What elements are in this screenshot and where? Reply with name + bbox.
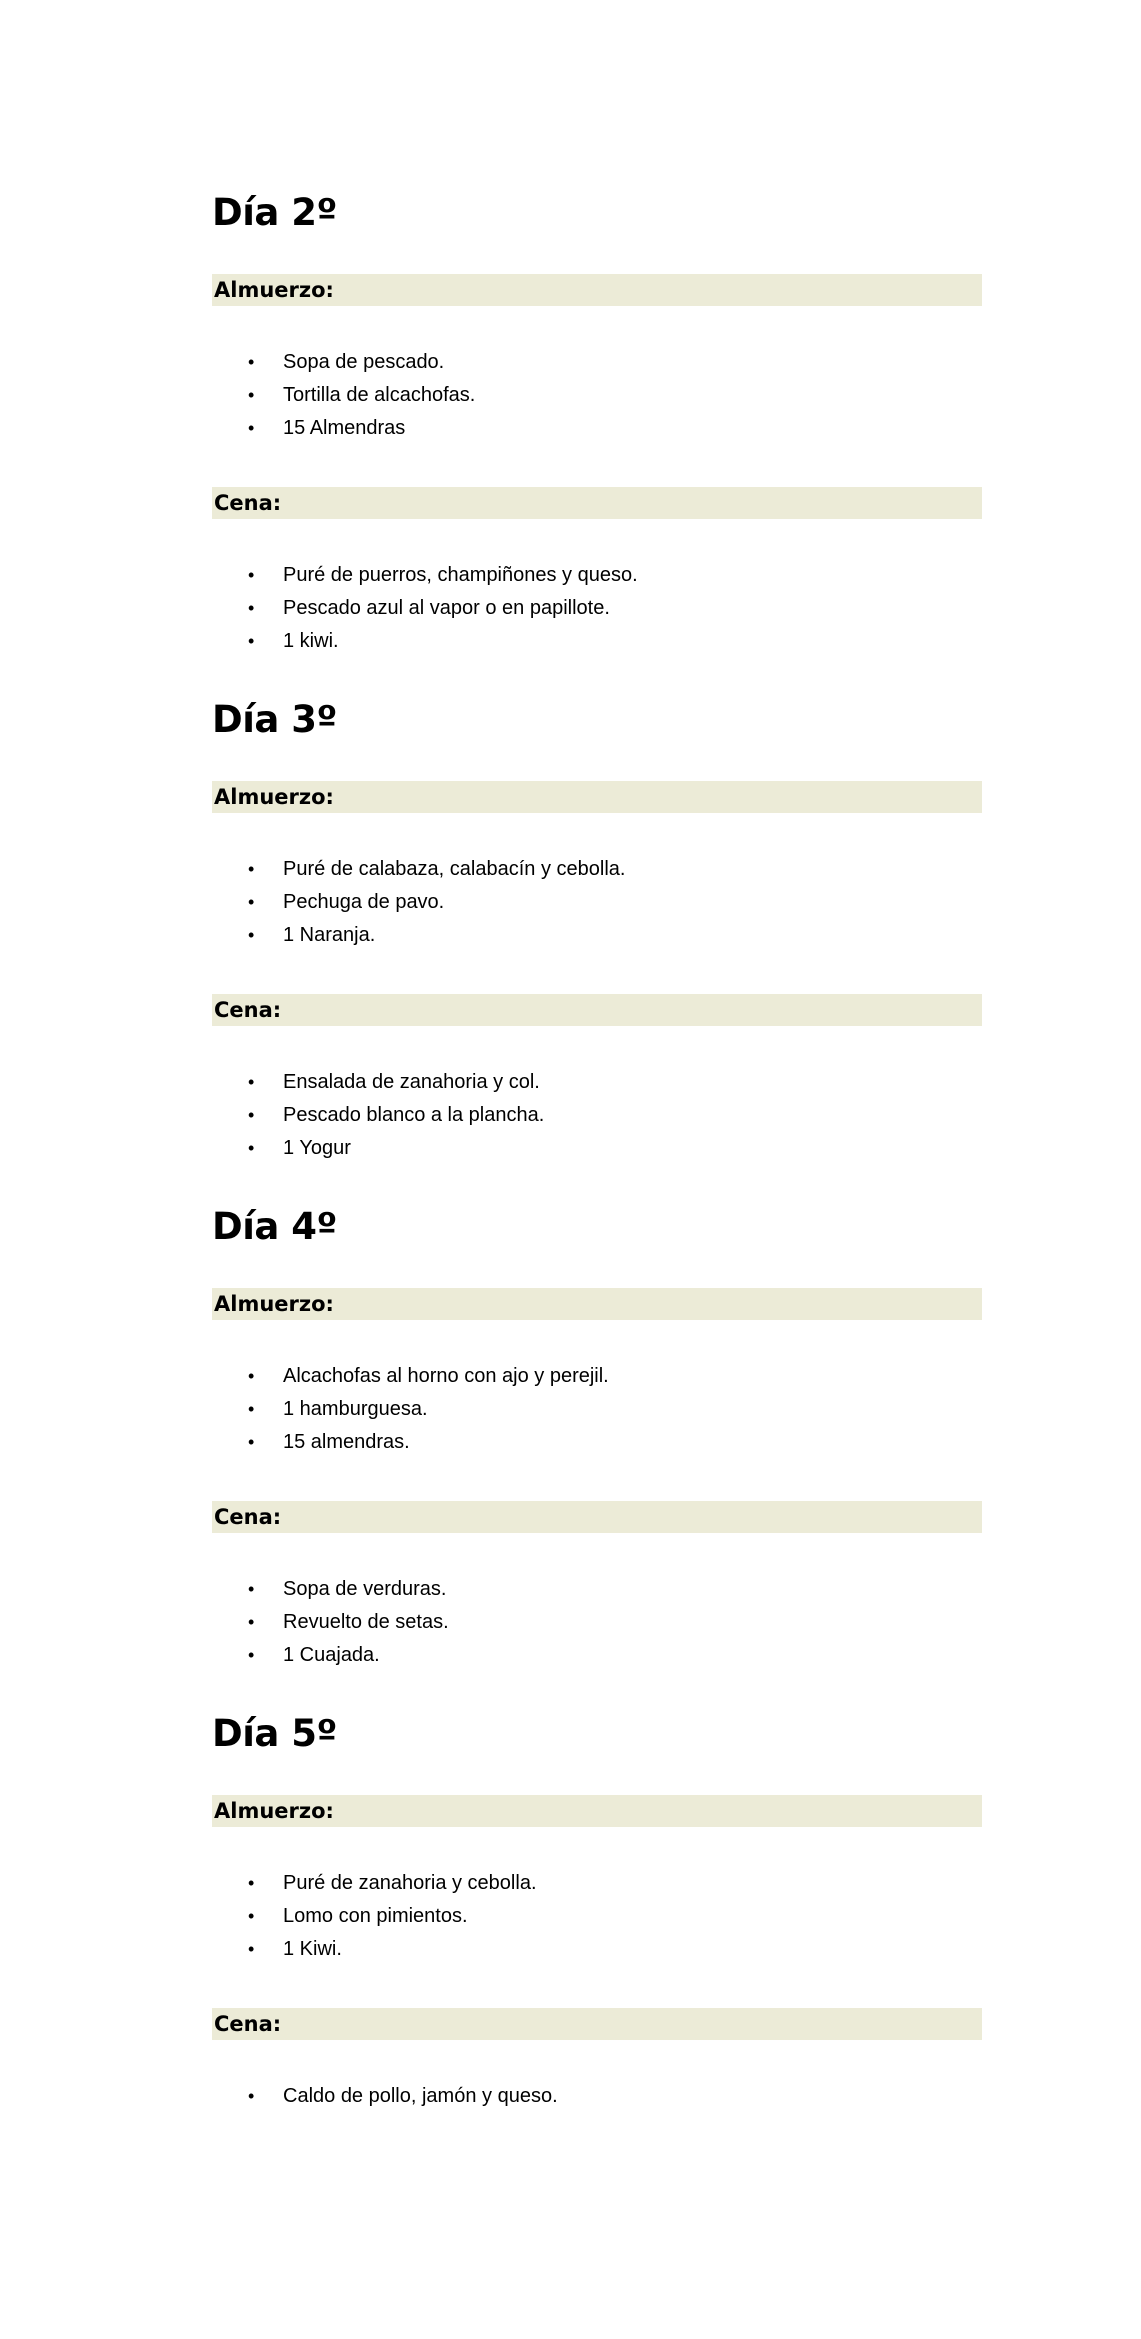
item-text: 1 Yogur [283,1137,351,1159]
bullet-icon: • [248,1873,255,1893]
item-text: Pescado azul al vapor o en papillote. [283,597,610,619]
bullet-icon: • [248,1906,255,1926]
item-text: 15 Almendras [283,417,406,439]
list-item [212,886,982,919]
bullet-icon: • [248,1399,255,1419]
list-item [212,1900,982,1933]
item-text: Pechuga de pavo. [283,891,445,913]
day-section [212,190,982,697]
item-text: Puré de puerros, champiñones y queso. [283,564,638,586]
bullet-icon: • [248,1105,255,1125]
list-item [212,1573,982,1606]
lunch-header: Almuerzo: [212,781,982,813]
bullet-icon: • [248,1072,255,1092]
list-item [212,412,982,445]
item-text: Puré de zanahoria y cebolla. [283,1872,537,1894]
item-text: Sopa de verduras. [283,1578,447,1600]
list-item [212,1606,982,1639]
day-title: Día 3º [212,698,337,741]
day-title: Día 4º [212,1205,337,1248]
list-item [212,1933,982,1966]
list-item [212,1639,982,1672]
dinner-header: Cena: [212,1501,982,1533]
list-item [212,919,982,952]
dinner-header: Cena: [212,487,982,519]
item-text: Caldo de pollo, jamón y queso. [283,2085,558,2107]
bullet-icon: • [248,418,255,438]
item-text: 1 hamburguesa. [283,1398,428,1420]
list-item [212,2080,982,2113]
day-section [212,1204,982,1711]
bullet-icon: • [248,1366,255,1386]
bullet-icon: • [248,385,255,405]
list-item [212,1393,982,1426]
lunch-header: Almuerzo: [212,274,982,306]
day-section [212,1711,982,2113]
item-text: 1 kiwi. [283,630,339,652]
list-item [212,1066,982,1099]
lunch-list [212,1360,982,1459]
item-text: Alcachofas al horno con ajo y perejil. [283,1365,609,1387]
bullet-icon: • [248,1612,255,1632]
dinner-list [212,559,982,658]
list-item [212,1867,982,1900]
lunch-header: Almuerzo: [212,1288,982,1320]
document-page [212,190,982,2113]
dinner-header: Cena: [212,2008,982,2040]
bullet-icon: • [248,1579,255,1599]
list-item [212,379,982,412]
item-text: Tortilla de alcachofas. [283,384,476,406]
bullet-icon: • [248,1432,255,1452]
dinner-list [212,1066,982,1165]
item-text: Puré de calabaza, calabacín y cebolla. [283,858,626,880]
bullet-icon: • [248,1138,255,1158]
lunch-list [212,1867,982,1966]
day-title: Día 5º [212,1712,337,1755]
list-item [212,1132,982,1165]
dinner-list [212,1573,982,1672]
bullet-icon: • [248,2086,255,2106]
list-item [212,853,982,886]
lunch-header: Almuerzo: [212,1795,982,1827]
list-item [212,346,982,379]
bullet-icon: • [248,598,255,618]
item-text: Lomo con pimientos. [283,1905,468,1927]
bullet-icon: • [248,892,255,912]
item-text: 1 Kiwi. [283,1938,342,1960]
dinner-list [212,2080,982,2113]
item-text: 1 Cuajada. [283,1644,380,1666]
list-item [212,1360,982,1393]
list-item [212,592,982,625]
bullet-icon: • [248,859,255,879]
item-text: Sopa de pescado. [283,351,445,373]
day-title: Día 2º [212,191,337,234]
lunch-list [212,346,982,445]
bullet-icon: • [248,1939,255,1959]
bullet-icon: • [248,565,255,585]
dinner-header: Cena: [212,994,982,1026]
item-text: Revuelto de setas. [283,1611,449,1633]
item-text: 15 almendras. [283,1431,410,1453]
bullet-icon: • [248,1645,255,1665]
list-item [212,559,982,592]
list-item [212,1426,982,1459]
bullet-icon: • [248,631,255,651]
list-item [212,625,982,658]
list-item [212,1099,982,1132]
item-text: 1 Naranja. [283,924,376,946]
lunch-list [212,853,982,952]
bullet-icon: • [248,352,255,372]
item-text: Pescado blanco a la plancha. [283,1104,545,1126]
day-section [212,697,982,1204]
item-text: Ensalada de zanahoria y col. [283,1071,540,1093]
bullet-icon: • [248,925,255,945]
